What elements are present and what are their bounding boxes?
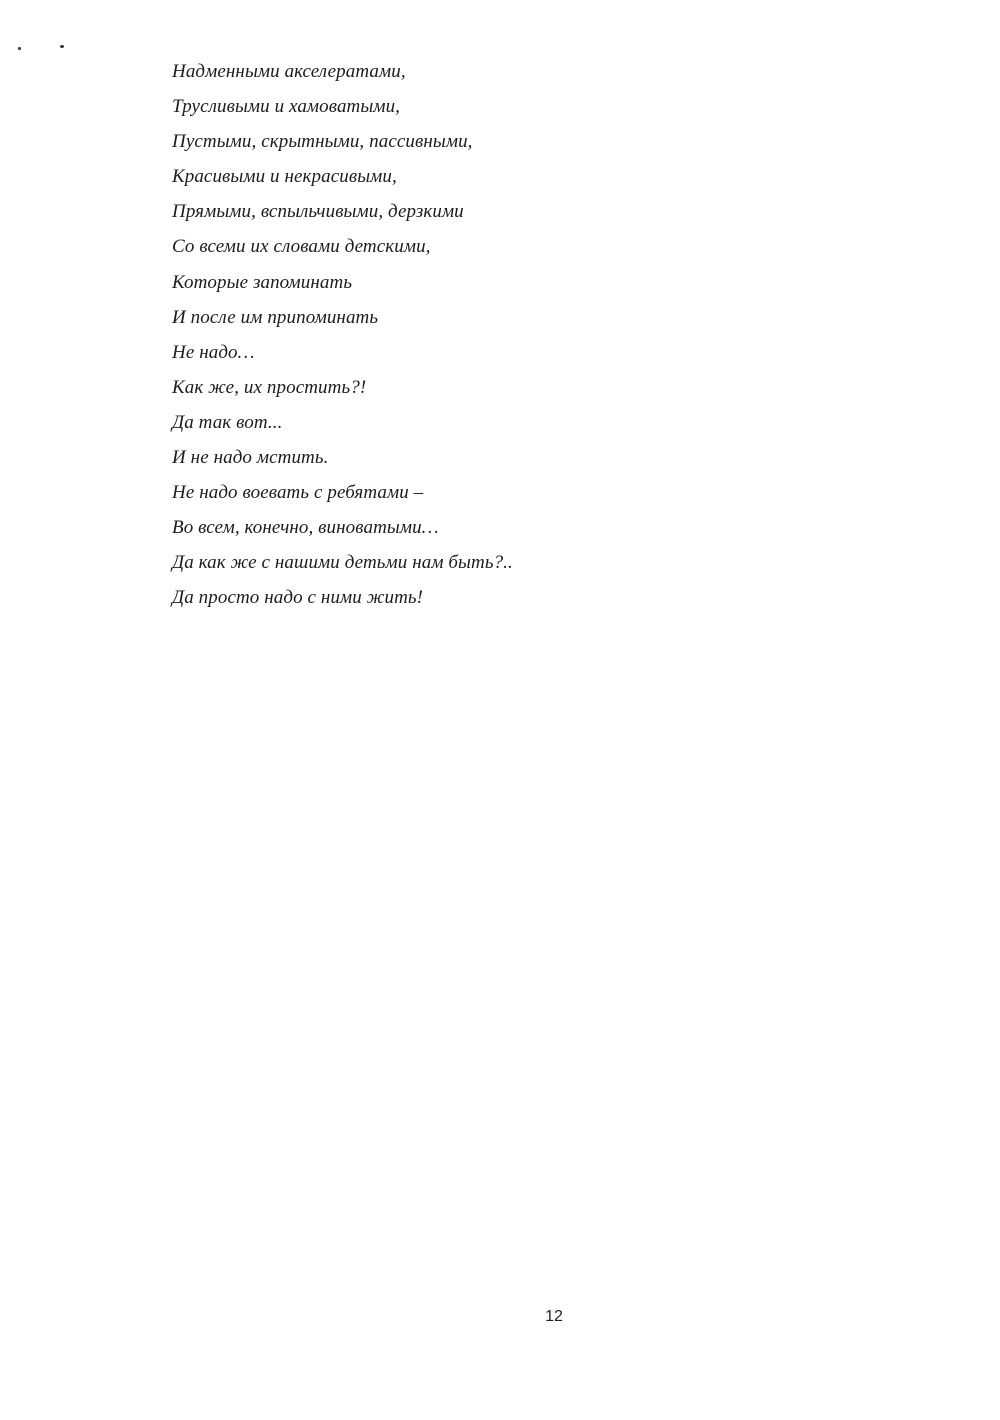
poem-line: Да так вот... [172,411,283,433]
poem-line: Как же, их простить?! [172,376,367,398]
poem-line: Не надо… [172,341,255,363]
poem-line: Да просто надо с ними жить! [172,587,424,609]
poem-line: И после им припоминать [172,306,379,328]
poem-line: Которые запоминать [172,271,353,293]
poem-line: Не надо воевать с ребятами – [172,482,424,504]
poem-line: И не надо мстить. [172,447,329,469]
poem-line: Трусливыми и хамоватыми, [172,96,401,118]
scan-speck [18,47,21,50]
poem-line: Красивыми и некрасивыми, [172,166,397,188]
poem-text [172,54,513,616]
poem-line: Во всем, конечно, виноватыми… [172,517,439,539]
scan-speck [60,45,64,48]
poem-line: Надменными акселератами, [172,61,406,82]
page-number: 12 [545,1308,563,1325]
poem-line: Со всеми их словами детскими, [172,236,431,258]
poem-line: Прямыми, вспыльчивыми, дерзкими [172,201,464,223]
poem-line: Пустыми, скрытными, пассивными, [172,131,473,153]
poem-line: Да как же с нашими детьми нам быть?.. [172,552,513,574]
